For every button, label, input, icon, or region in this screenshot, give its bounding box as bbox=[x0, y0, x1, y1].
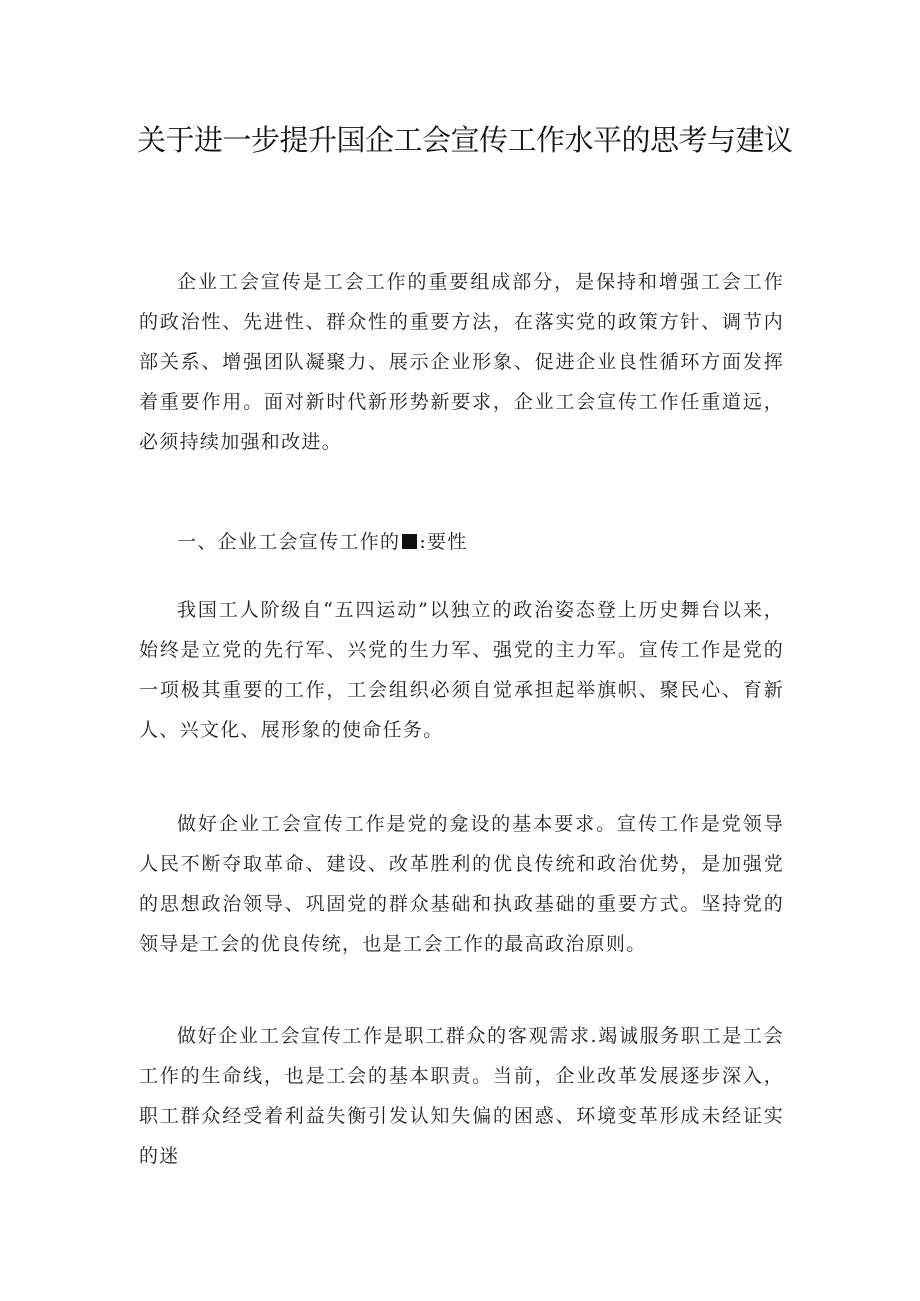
section-heading bbox=[139, 522, 784, 562]
section-heading-text-end: :要性 bbox=[419, 531, 468, 553]
section-paragraph-1: 我国工人阶级自“五四运动”以独立的政治姿态登上历史舞台以来，始终是立党的先行军、兴党的生力军、强党的主力军。宣传工作是党的一项极其重要的工作，工会组织必须自觉承担起举旗帜、聚民心、育新人、兴文化、展形象的使命任务。 bbox=[139, 599, 784, 741]
document-title: 关于进一步提升国企工会宣传工作水平的思考与建议 bbox=[137, 123, 793, 157]
intro-paragraph: 企业工会宣传是工会工作的重要组成部分，是保持和增强工会工作的政治性、先进性、群众性的重要方法，在落实党的政策方针、调节内部关系、增强团队凝聚力、展示企业形象、促进企业良性循环方面发挥着重要作用。面对新时代新形势新要求，企业工会宣传工作任重道远，必须持续加强和改进。 bbox=[139, 271, 784, 453]
section-paragraph-3: 做好企业工会宣传工作是职工群众的客观需求.竭诚服务职工是工会工作的生命线，也是工会的基本职责。当前，企业改革发展逐步深入，职工群众经受着利益失衡引发认知失偏的困惑、环境变革形成未经证实的迷 bbox=[139, 1025, 784, 1167]
section-paragraph-2: 做好企业工会宣传工作是党的龛设的基本要求。宣传工作是党领导人民不断夺取革命、建设、改革胜利的优良传统和政治优势，是加强党的思想政治领导、巩固党的群众基础和执政基础的重要方式。坚持党的领导是工会的优良传统，也是工会工作的最高政治原则。 bbox=[139, 813, 784, 955]
section-heading-text-start: 一、企业工会宣传工作的 bbox=[177, 531, 401, 553]
redaction-block bbox=[402, 534, 417, 549]
